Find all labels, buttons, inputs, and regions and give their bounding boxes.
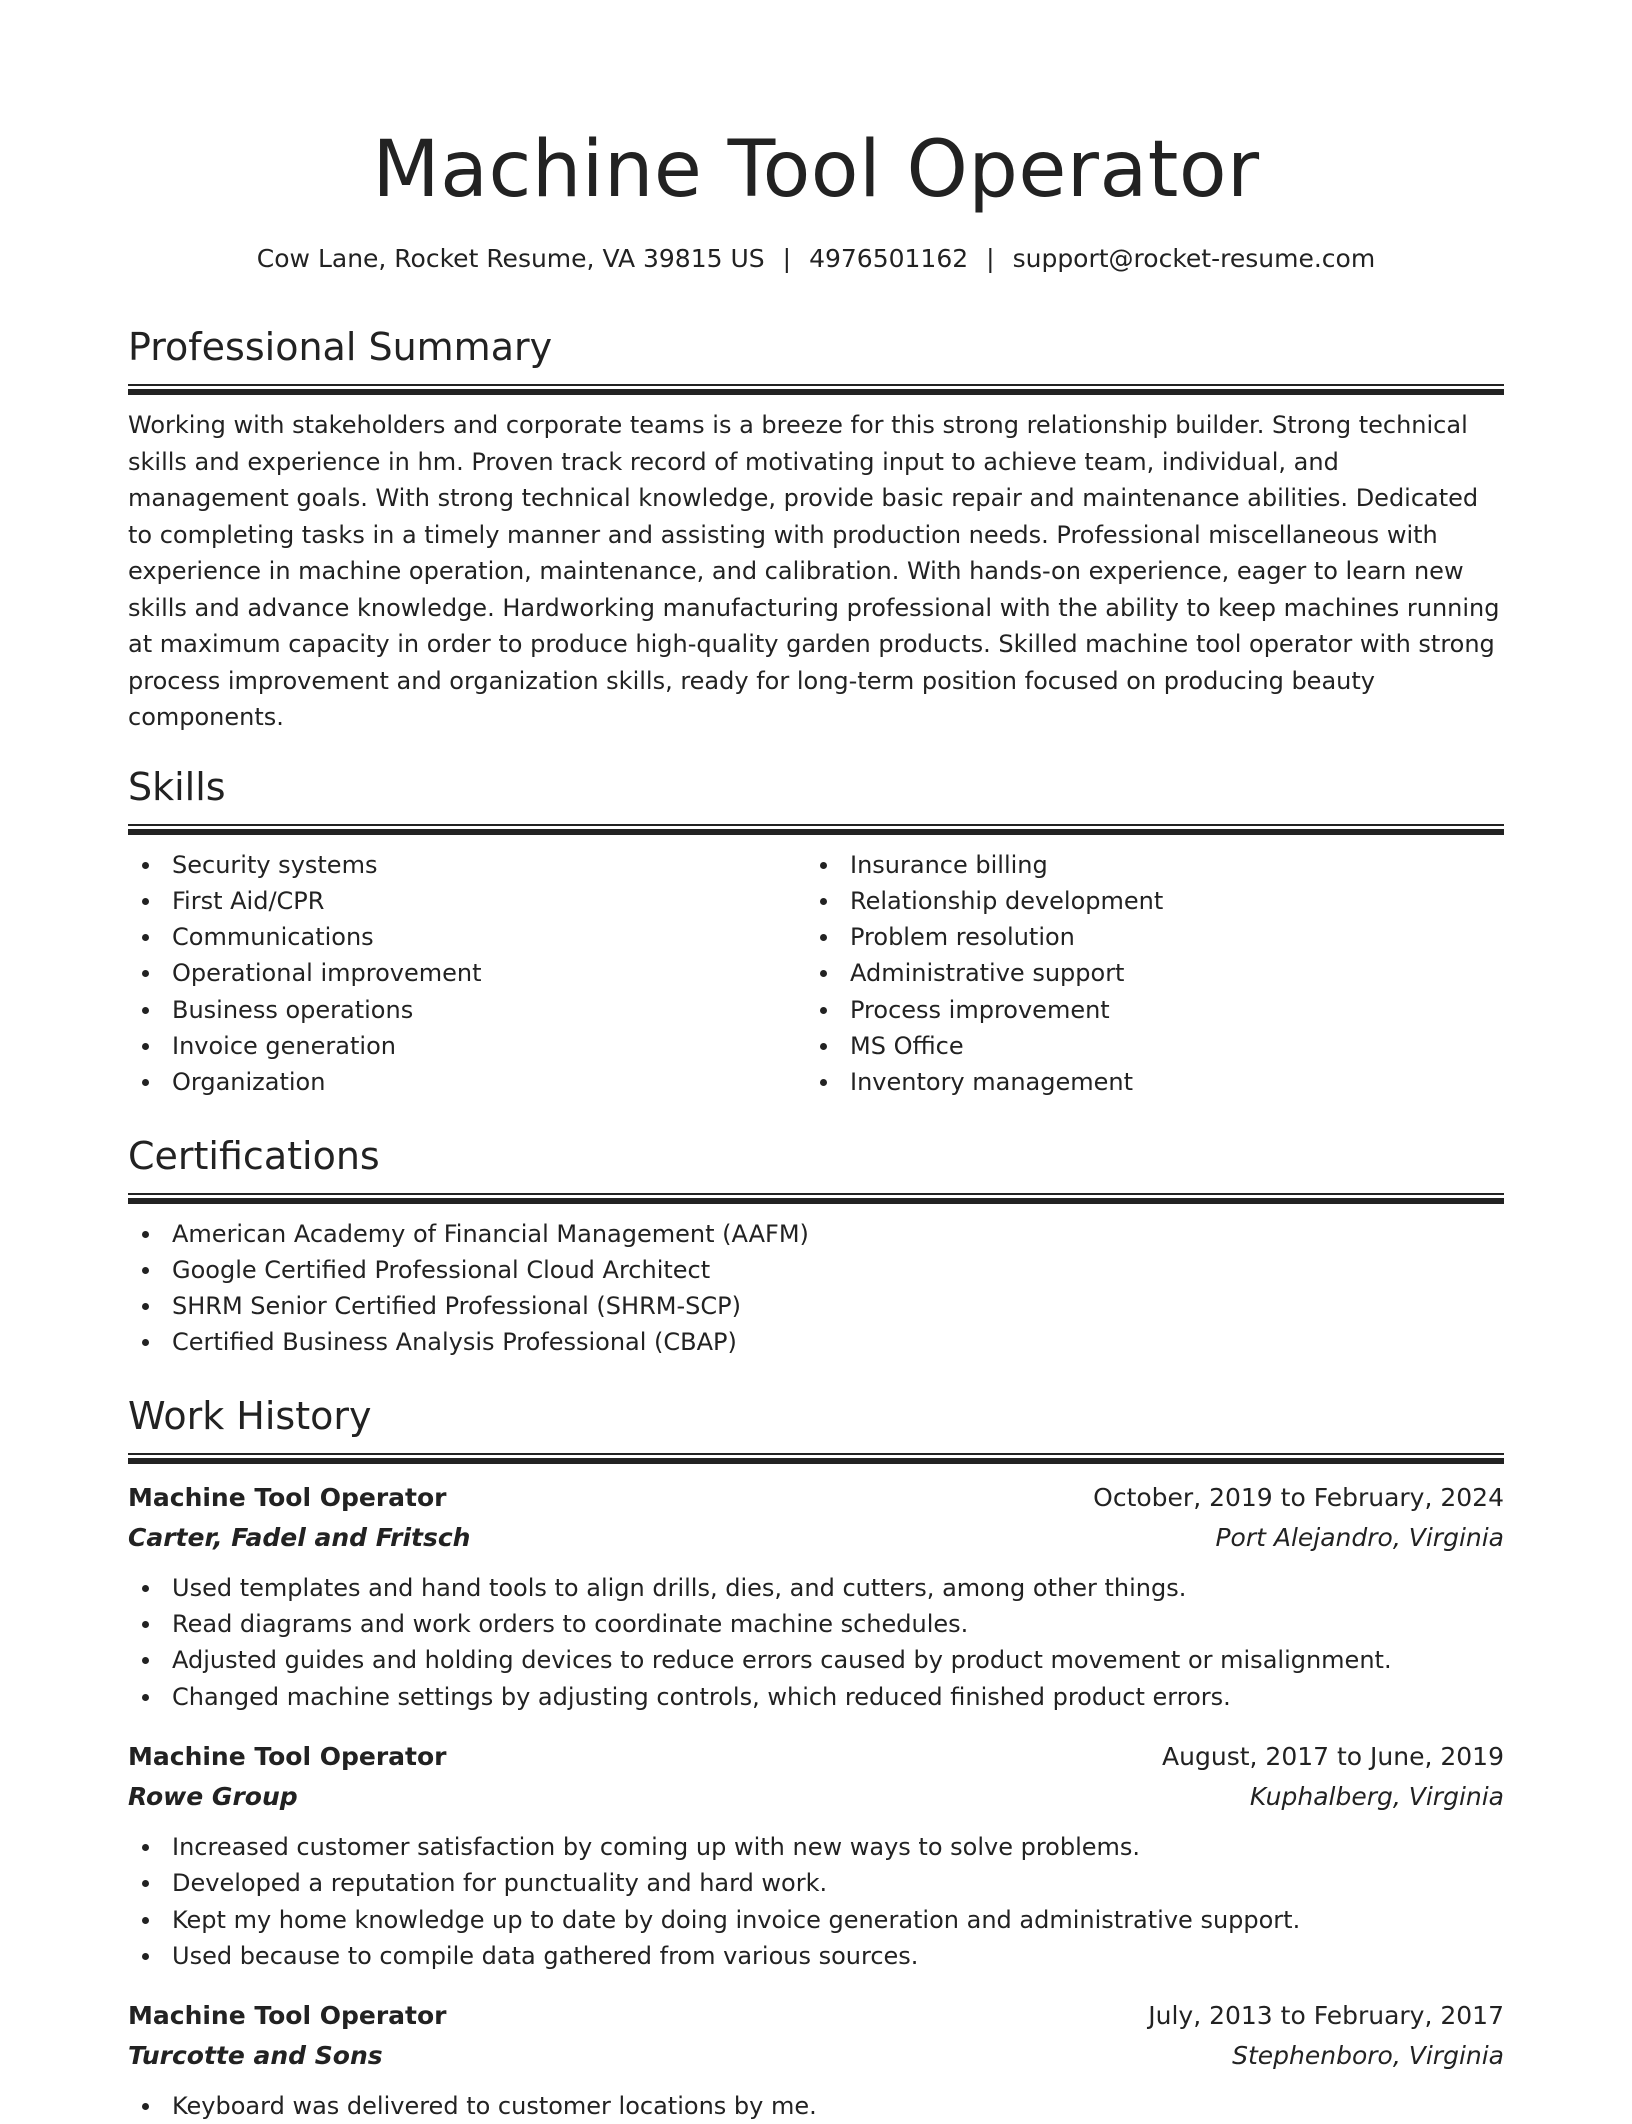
job-bullets [128,1829,1504,1974]
certifications-section [128,1133,1504,1361]
contact-email: support@rocket-resume.com [1012,244,1376,273]
job-location: Port Alejandro, Virginia [1215,1522,1504,1552]
skills-column-right [806,847,1484,1101]
job-bullet: Read diagrams and work orders to coordinate machine schedules. [128,1606,1504,1642]
skills-list-right [806,847,1484,1101]
certification-item: Google Certified Professional Cloud Architect [128,1252,1504,1288]
skill-item: Communications [128,919,806,955]
section-divider [128,1193,1504,1204]
job-location: Stephenboro, Virginia [1232,2041,1504,2071]
job-header-row [128,1996,1504,2036]
skills-columns [128,847,1504,1101]
job-entry [128,1737,1504,1974]
job-bullet: Kept my home knowledge up to date by doing invoice generation and administrative support. [128,1902,1504,1938]
section-divider [128,384,1504,395]
job-bullets [128,2088,1504,2124]
skill-item: Invoice generation [128,1028,806,1064]
job-bullets [128,1570,1504,1715]
job-header-row [128,1478,1504,1518]
work-history-section [128,1393,1504,2124]
section-heading-certifications: Certifications [128,1133,380,1178]
job-dates: July, 2013 to February, 2017 [1148,2001,1504,2031]
section-heading-skills: Skills [128,764,226,809]
section-divider [128,824,1504,835]
resume-page [128,0,1504,2124]
contact-separator: | [986,244,995,273]
section-heading-summary: Professional Summary [128,325,553,369]
skill-item: Relationship development [806,883,1484,919]
section-divider [128,1453,1504,1464]
skill-item: First Aid/CPR [128,883,806,919]
contact-phone: 4976501162 [809,244,969,273]
skill-item: MS Office [806,1028,1484,1064]
certification-item: Certified Business Analysis Professional (CBAP) [128,1324,1504,1360]
job-header-row [128,1737,1504,1777]
job-title: Machine Tool Operator [128,2001,447,2031]
contact-separator: | [782,244,792,273]
skills-list-left [128,847,806,1101]
job-company-row [128,1777,1504,1817]
job-bullet: Adjusted guides and holding devices to reduce errors caused by product movement or misalignment. [128,1642,1504,1678]
skills-column-left [128,847,806,1101]
job-dates: August, 2017 to June, 2019 [1162,1741,1504,1771]
summary-text: Working with stakeholders and corporate teams is a breeze for this strong relationship builder. Strong technical skills and experience in hm. Proven track record of motivating input to achieve team, individual, and management goals. With strong technical knowledge, provide basic repair and maintenance abilities. Dedicated to completing tasks in a timely manner and assisting with production needs. Professional miscellaneous with experience in machine operation, maintenance, and calibration. With hands-on experience, eager to learn new skills and advance knowledge. Hardworking manufacturing professional with the ability to keep machines running at maximum capacity in order to produce high-quality garden products. Skilled machine tool operator with strong process improvement and organization skills, ready for long-term position focused on producing beauty components. [128,411,1500,731]
skill-item: Process improvement [806,992,1484,1028]
professional-summary-section [128,324,1504,736]
skill-item: Inventory management [806,1064,1484,1100]
certifications-list [128,1216,1504,1361]
job-bullet: Keyboard was delivered to customer locations by me. [128,2088,1504,2124]
certification-item: SHRM Senior Certified Professional (SHRM-SCP) [128,1288,1504,1324]
job-bullet: Used templates and hand tools to align drills, dies, and cutters, among other things. [128,1570,1504,1606]
job-bullet: Developed a reputation for punctuality and hard work. [128,1865,1504,1901]
job-dates: October, 2019 to February, 2024 [1093,1482,1504,1512]
skill-item: Organization [128,1064,806,1100]
job-bullet: Increased customer satisfaction by coming up with new ways to solve problems. [128,1829,1504,1865]
skill-item: Insurance billing [806,847,1484,883]
skill-item: Security systems [128,847,806,883]
resume-title: Machine Tool Operator [372,125,1260,215]
job-company-row [128,2036,1504,2076]
skills-section [128,764,1504,1101]
skill-item: Operational improvement [128,955,806,991]
job-entry [128,1996,1504,2124]
job-company-row [128,1518,1504,1558]
job-entry [128,1478,1504,1715]
job-title: Machine Tool Operator [128,1482,447,1512]
job-company: Carter, Fadel and Fritsch [128,1522,471,1552]
skill-item: Administrative support [806,955,1484,991]
job-bullet: Changed machine settings by adjusting controls, which reduced finished product errors. [128,1679,1504,1715]
contact-line [128,242,1504,276]
job-company: Turcotte and Sons [128,2041,383,2071]
job-title: Machine Tool Operator [128,1741,447,1771]
job-company: Rowe Group [128,1781,298,1811]
skill-item: Business operations [128,992,806,1028]
job-location: Kuphalberg, Virginia [1249,1781,1504,1811]
skill-item: Problem resolution [806,919,1484,955]
section-heading-work-history: Work History [128,1393,372,1438]
certification-item: American Academy of Financial Management (AAFM) [128,1216,1504,1252]
contact-address: Cow Lane, Rocket Resume, VA 39815 US [256,244,765,273]
job-bullet: Used because to compile data gathered from various sources. [128,1938,1504,1974]
